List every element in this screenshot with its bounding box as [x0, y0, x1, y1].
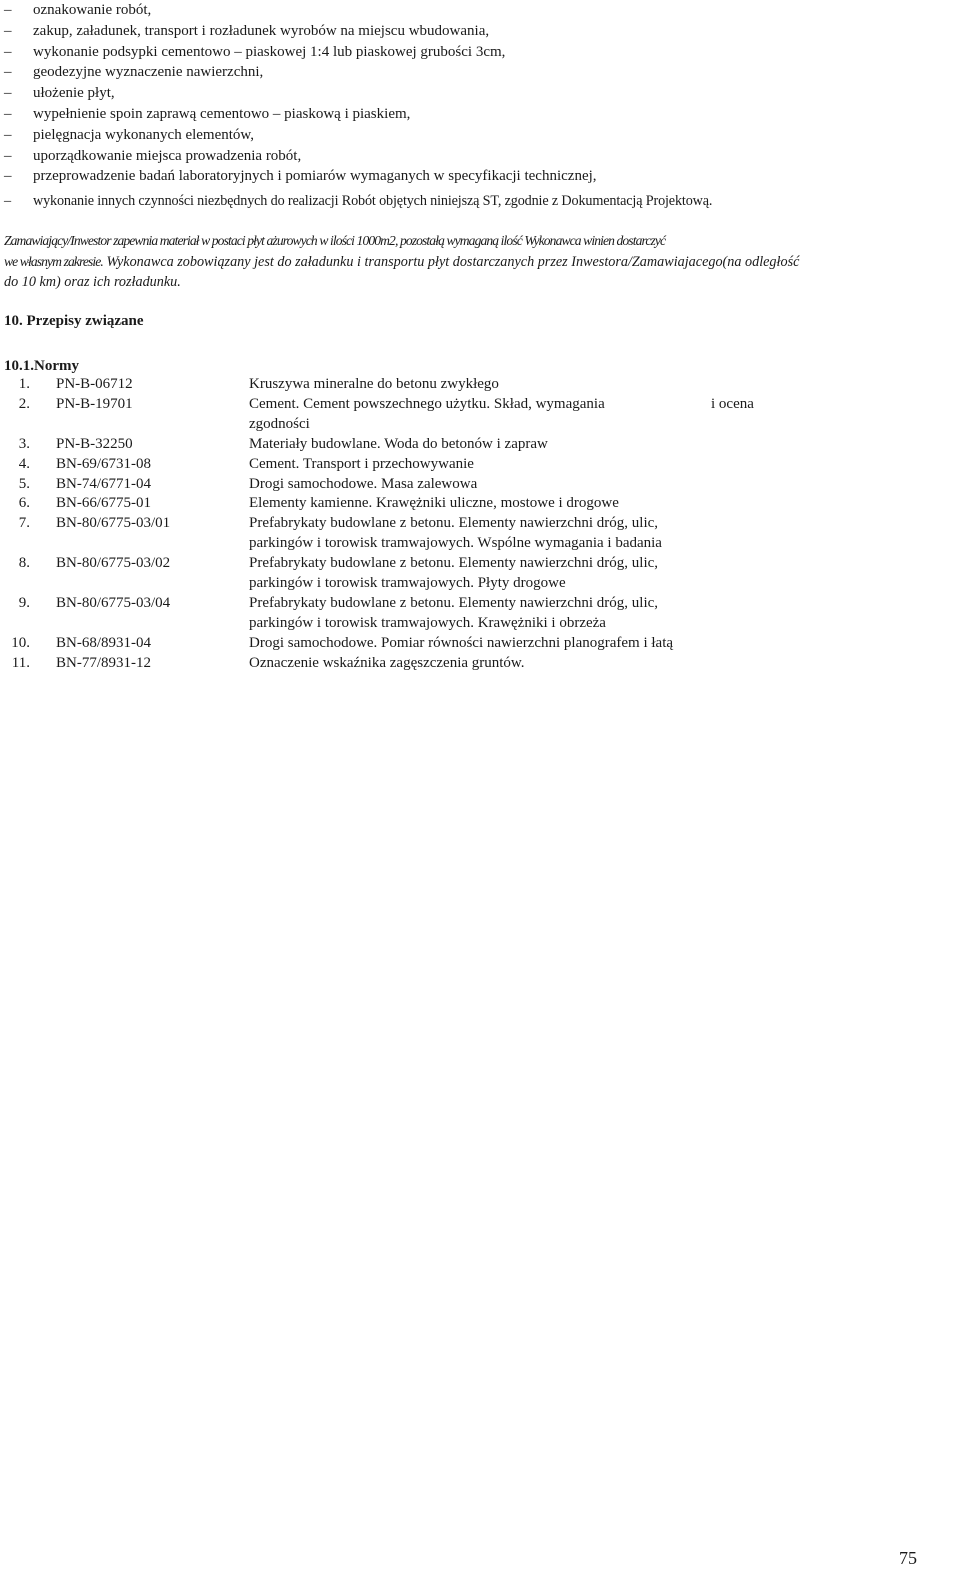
note-fragment: Wykonawca zobowiązany jest do załadunku i transportu płyt dostarczanych przez Inwestora/Zamawiajacego(na odległość [102, 253, 800, 270]
dash-bullet: – [4, 2, 12, 18]
dash-bullet: – [4, 85, 12, 102]
norm-description: Materiały budowlane. Woda do betonów i zapraw [249, 435, 548, 452]
norm-number: 2. [18, 395, 30, 412]
norm-number: 1. [18, 376, 30, 392]
norm-code: PN-B-32250 [56, 435, 133, 452]
list-item-text: oznakowanie robót, [33, 2, 152, 18]
dash-bullet: – [4, 105, 12, 122]
norm-description: Oznaczenie wskaźnika zagęszczenia gruntów. [249, 654, 525, 671]
norm-code: BN-69/6731-08 [56, 455, 151, 472]
norm-row [0, 375, 960, 395]
norm-code: BN-66/6775-01 [56, 495, 151, 512]
dash-bullet: – [4, 193, 11, 210]
norm-number: 9. [18, 594, 30, 611]
norm-number: 8. [18, 555, 30, 572]
norm-row [0, 634, 960, 654]
material-supply-note [4, 231, 956, 293]
norm-code: BN-80/6775-03/04 [56, 594, 171, 611]
list-item-text: wypełnienie spoin zaprawą cementowo – piaskową i piaskiem, [33, 105, 411, 122]
norm-row [0, 594, 960, 634]
list-item-text: przeprowadzenie badań laboratoryjnych i pomiarów wymaganych w specyfikacji technicznej, [33, 168, 597, 185]
list-item-text: ułożenie płyt, [33, 85, 115, 102]
norm-description: Prefabrykaty budowlane z betonu. Elementy nawierzchni dróg, ulic, parkingów i torowisk tramwajowych. Wspólne wymagania i badania [249, 515, 662, 552]
list-item [4, 62, 954, 83]
list-item-text: wykonanie podsypki cementowo – piaskowej 1:4 lub piaskowej grubości 3cm, [33, 43, 506, 60]
norm-description: Cement. Cement powszechnego użytku. Skład, wymagania zgodności [249, 395, 605, 432]
list-item-text: uporządkowanie miejsca prowadzenia robót, [33, 147, 302, 164]
norm-description: Drogi samochodowe. Pomiar równości nawierzchni planografem i łatą [249, 634, 674, 651]
subsection-heading: 10.1.Normy [4, 358, 79, 374]
norm-number: 11. [11, 654, 30, 671]
norm-code: PN-B-06712 [56, 376, 133, 392]
norm-description: Elementy kamienne. Krawężniki uliczne, mostowe i drogowe [249, 495, 619, 512]
norm-code: BN-74/6771-04 [56, 475, 151, 492]
list-item [4, 166, 954, 187]
norm-row [0, 554, 960, 594]
norm-row [0, 475, 960, 495]
list-item-text: zakup, załadunek, transport i rozładunek wyrobów na miejscu wbudowania, [33, 22, 490, 39]
norm-description: Kruszywa mineralne do betonu zwykłego [249, 376, 499, 392]
list-item [4, 21, 954, 42]
norm-code: BN-80/6775-03/02 [56, 555, 171, 572]
dash-bullet: – [4, 64, 12, 81]
norm-code: BN-80/6775-03/01 [56, 515, 171, 532]
norm-number: 10. [11, 634, 30, 651]
page-number: 75 [899, 1548, 917, 1568]
list-item [4, 0, 954, 21]
note-fragment: we własnym zakresie. [4, 253, 103, 269]
norm-number: 7. [18, 515, 30, 532]
list-item [4, 146, 954, 167]
norm-number: 3. [18, 435, 30, 452]
norm-row [0, 455, 960, 475]
norm-code: BN-68/8931-04 [56, 634, 151, 651]
norm-code: BN-77/8931-12 [56, 654, 151, 671]
dash-bullet: – [4, 126, 12, 143]
norm-number: 4. [18, 455, 30, 472]
norm-row [0, 654, 960, 674]
list-item-text: wykonanie innych czynności niezbędnych do realizacji Robót objętych niniejszą ST, zgodnie z Dokumentacją Projektową. [33, 193, 713, 210]
norm-description: Prefabrykaty budowlane z betonu. Elementy nawierzchni dróg, ulic, parkingów i torowisk tramwajowych. Krawężniki i obrzeża [249, 594, 659, 631]
dash-bullet: – [4, 43, 12, 60]
scope-of-work-list [4, 0, 954, 212]
norm-number: 6. [18, 495, 30, 512]
dash-bullet: – [4, 168, 12, 185]
norm-description: Prefabrykaty budowlane z betonu. Elementy nawierzchni dróg, ulic, parkingów i torowisk tramwajowych. Płyty drogowe [249, 555, 659, 592]
dash-bullet: – [4, 147, 12, 164]
norm-description: Cement. Transport i przechowywanie [249, 455, 474, 472]
dash-bullet: – [4, 22, 12, 39]
norm-description: Drogi samochodowe. Masa zalewowa [249, 475, 478, 492]
norm-row [0, 395, 960, 435]
norm-description-continuation: i ocena [711, 395, 754, 412]
note-line [4, 252, 956, 273]
list-item-text: pielęgnacja wykonanych elementów, [33, 126, 255, 143]
norm-code: PN-B-19701 [56, 395, 133, 412]
norm-row [0, 514, 960, 554]
list-item [4, 42, 954, 63]
note-line: Zamawiający/Inwestor zapewnia materiał w postaci płyt ażurowych w ilości 1000m2, pozostałą wymaganą ilość Wykonawca winien dostarczyć [4, 233, 666, 248]
note-line: do 10 km) oraz ich rozładunku. [4, 274, 181, 290]
list-item-text: geodezyjne wyznaczenie nawierzchni, [33, 64, 264, 81]
list-item [4, 125, 954, 146]
norm-row [0, 435, 960, 455]
norm-row [0, 494, 960, 514]
norms-list [0, 375, 960, 674]
norm-number: 5. [18, 475, 30, 492]
section-heading: 10. Przepisy związane [4, 313, 144, 329]
list-item [4, 191, 954, 212]
list-item [4, 83, 954, 104]
list-item [4, 104, 954, 125]
